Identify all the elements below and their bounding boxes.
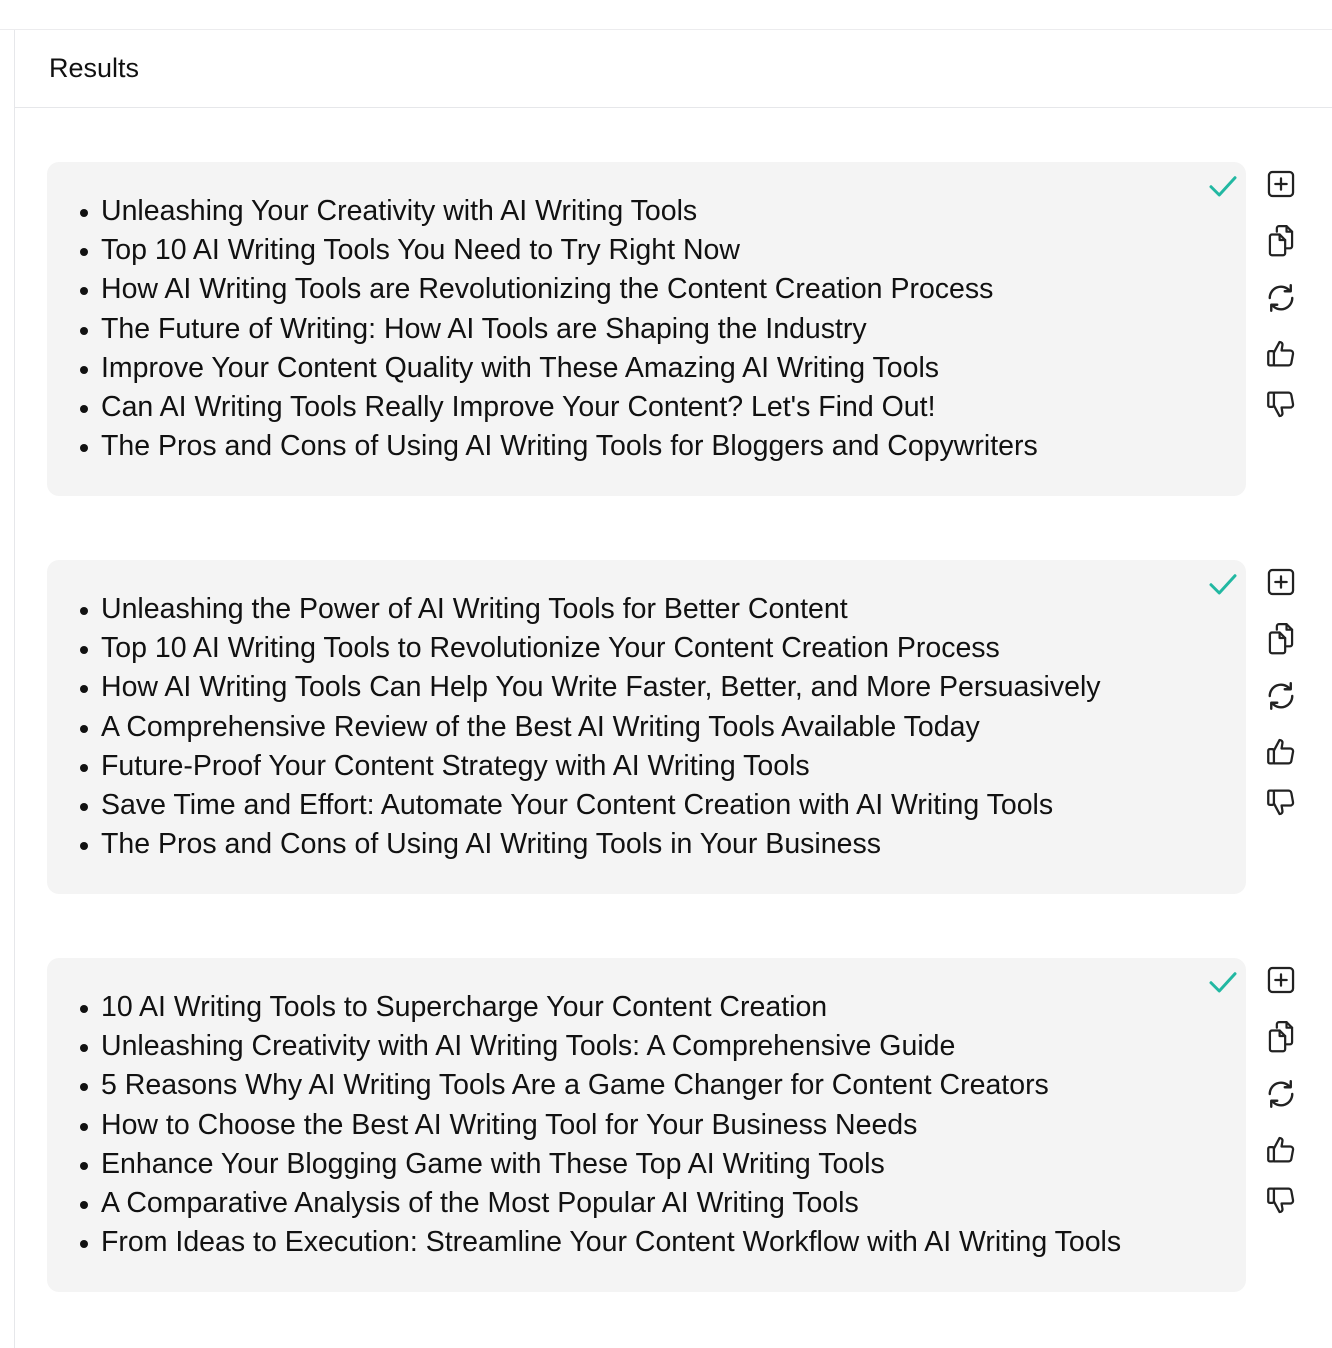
copy-button[interactable] <box>1261 618 1301 658</box>
result-bullet-item: Unleashing Your Creativity with AI Writing Tools <box>77 192 1038 231</box>
result-card[interactable] <box>47 560 1246 894</box>
result-bullet-item: Can AI Writing Tools Really Improve Your Content? Let's Find Out! <box>77 388 1038 427</box>
thumbs-down-icon <box>1264 1183 1298 1217</box>
result-item <box>47 958 1307 1292</box>
check-icon <box>1205 168 1241 204</box>
refresh-icon <box>1263 280 1299 316</box>
result-item <box>47 560 1307 894</box>
result-bullet-item: Top 10 AI Writing Tools You Need to Try Right Now <box>77 231 1038 270</box>
result-bullet-item: Unleashing the Power of AI Writing Tools for Better Content <box>77 590 1101 629</box>
result-bullet-item: Enhance Your Blogging Game with These Top AI Writing Tools <box>77 1145 1121 1184</box>
thumbs-up-icon <box>1264 735 1298 769</box>
add-button[interactable] <box>1261 562 1301 602</box>
add-button[interactable] <box>1261 164 1301 204</box>
result-bullet-item: How AI Writing Tools are Revolutionizing the Content Creation Process <box>77 270 1038 309</box>
thumbs-up-button[interactable] <box>1261 732 1301 772</box>
result-item <box>47 162 1307 496</box>
result-bullet-item: The Pros and Cons of Using AI Writing Tools for Bloggers and Copywriters <box>77 427 1038 466</box>
result-bullet-item: A Comparative Analysis of the Most Popular AI Writing Tools <box>77 1184 1121 1223</box>
add-button[interactable] <box>1261 960 1301 1000</box>
result-bullet-item: How to Choose the Best AI Writing Tool for Your Business Needs <box>77 1106 1121 1145</box>
thumbs-down-button[interactable] <box>1261 384 1301 424</box>
result-card[interactable] <box>47 162 1246 496</box>
thumbs-up-icon <box>1264 1133 1298 1167</box>
result-bullet-item: 10 AI Writing Tools to Supercharge Your Content Creation <box>77 988 1121 1027</box>
result-bullet-list <box>77 988 1121 1262</box>
thumbs-up-button[interactable] <box>1261 1130 1301 1170</box>
result-bullet-item: The Pros and Cons of Using AI Writing Tools in Your Business <box>77 825 1101 864</box>
result-bullet-item: Save Time and Effort: Automate Your Content Creation with AI Writing Tools <box>77 786 1101 825</box>
result-bullet-item: A Comprehensive Review of the Best AI Writing Tools Available Today <box>77 708 1101 747</box>
result-bullet-item: 5 Reasons Why AI Writing Tools Are a Game Changer for Content Creators <box>77 1066 1121 1105</box>
thumbs-down-button[interactable] <box>1261 782 1301 822</box>
thumbs-up-button[interactable] <box>1261 334 1301 374</box>
thumbs-up-icon <box>1264 337 1298 371</box>
result-bullet-item: Future-Proof Your Content Strategy with AI Writing Tools <box>77 747 1101 786</box>
result-bullet-item: How AI Writing Tools Can Help You Write Faster, Better, and More Persuasively <box>77 668 1101 707</box>
copy-button[interactable] <box>1261 220 1301 260</box>
add-icon <box>1264 565 1298 599</box>
thumbs-down-icon <box>1264 785 1298 819</box>
thumbs-down-button[interactable] <box>1261 1180 1301 1220</box>
copy-icon <box>1264 1018 1298 1054</box>
result-bullet-list <box>77 192 1038 466</box>
copy-icon <box>1264 222 1298 258</box>
regenerate-button[interactable] <box>1261 1074 1301 1114</box>
check-icon <box>1205 964 1241 1000</box>
result-card[interactable] <box>47 958 1246 1292</box>
panel-title: Results <box>49 53 140 83</box>
copy-button[interactable] <box>1261 1016 1301 1056</box>
add-icon <box>1264 963 1298 997</box>
regenerate-button[interactable] <box>1261 278 1301 318</box>
result-bullet-item: Top 10 AI Writing Tools to Revolutionize Your Content Creation Process <box>77 629 1101 668</box>
thumbs-down-icon <box>1264 387 1298 421</box>
top-bar <box>0 0 1332 30</box>
check-icon <box>1205 566 1241 602</box>
regenerate-button[interactable] <box>1261 676 1301 716</box>
result-bullet-list <box>77 590 1101 864</box>
refresh-icon <box>1263 678 1299 714</box>
copy-icon <box>1264 620 1298 656</box>
results-panel <box>14 30 1332 1348</box>
result-bullet-item: Unleashing Creativity with AI Writing Tools: A Comprehensive Guide <box>77 1027 1121 1066</box>
panel-header <box>15 30 1332 108</box>
result-bullet-item: The Future of Writing: How AI Tools are Shaping the Industry <box>77 310 1038 349</box>
result-bullet-item: From Ideas to Execution: Streamline Your Content Workflow with AI Writing Tools <box>77 1223 1121 1262</box>
result-bullet-item: Improve Your Content Quality with These Amazing AI Writing Tools <box>77 349 1038 388</box>
add-icon <box>1264 167 1298 201</box>
refresh-icon <box>1263 1076 1299 1112</box>
